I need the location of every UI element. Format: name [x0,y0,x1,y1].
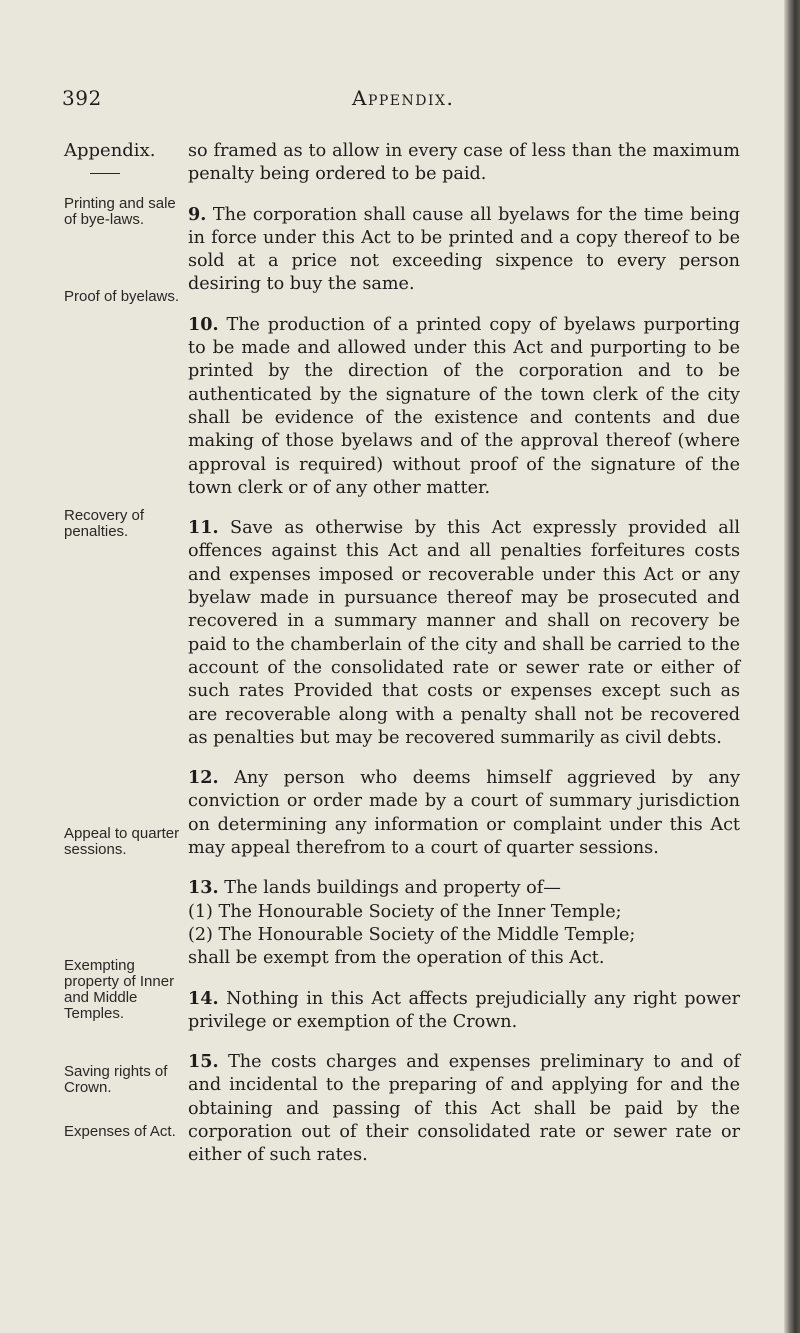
section-9 [188,203,740,297]
list-item: (1) The Honourable Society of the Inner Temple; [188,901,622,922]
section-number: 15. [188,1051,219,1073]
page-edge-shadow [784,0,800,1333]
section-text: Nothing in this Act affects prejudicially any right power privilege or exemption of the Crown. [188,988,741,1032]
section-number: 11. [188,517,219,539]
section-text: Any person who deems himself aggrieved by any conviction or order made by a court of summary jurisdiction on determining any information or complaint under this Act may appeal therefrom to a court of quarter sessions. [188,768,741,859]
running-title: Appendix. [352,86,455,110]
section-text: The corporation shall cause all byelaws for the time being in force under this Act to be printed and a copy thereof to be sold at a price not exceeding sixpence to every person desiring to buy the same. [188,204,740,295]
section-number: 14. [188,987,219,1009]
body-text [188,140,740,1168]
running-head [62,86,742,116]
margin-note-expenses: Expenses of Act. [64,1123,176,1140]
page-number: 392 [62,86,102,110]
margin-note-printing: Printing and sale of bye-laws. [64,195,176,228]
section-10 [188,313,740,500]
section-number: 12. [188,767,219,789]
margin-note-recovery: Recovery of penalties. [64,507,145,540]
section-number: 10. [188,313,219,335]
section-number: 9. [188,203,207,225]
section-15 [188,1050,740,1167]
section-text: The costs charges and expenses preliminary to and of and incidental to the preparing of and applying for and the obtaining and passing of this Act shall be paid by the corporation out of their consolidated rate or sewer rate or either of such rates. [188,1052,741,1166]
section-13-tail: shall be exempt from the operation of this Act. [188,948,605,969]
section-13 [188,876,740,970]
section-12 [188,766,740,860]
section-14 [188,987,740,1035]
section-13-lead [188,876,740,900]
section-11 [188,516,740,750]
appendix-rule [90,173,120,174]
section-text: The production of a printed copy of byelaws purporting to be made and allowed under this Act and purporting to be printed by the direction of the corporation and to be authenticated by the signature of the town clerk of the city shall be evidence of the existence and contents and due making of those byelaws and of the approval thereof (where approval is required) without proof of the signature of the town clerk or of any other matter. [188,314,741,498]
list-item: (2) The Honourable Society of the Middle Temple; [188,924,636,945]
continuation-paragraph: so framed as to allow in every case of less than the maximum penalty being ordered to be paid. [188,141,740,185]
margin-note-proof: Proof of byelaws. [64,288,180,305]
section-text: The lands buildings and property of— [224,878,561,899]
margin-note-saving: Saving rights of Crown. [64,1063,168,1096]
section-text: Save as otherwise by this Act expressly provided all offences against this Act and all penalties forfeitures costs and expenses imposed or recoverable under this Act or any byelaw made in pursuance thereof may be prosecuted and recovered in a summary manner and shall on recovery be paid to the chamberlain of the city and shall be carried to the account of the consolidated rate or sewer rate or either of such rates Provided that costs or expenses except such as are recoverable along with a penalty shall not be recovered as penalties but may be recovered summarily as civil debts. [188,518,740,748]
appendix-label: Appendix. [64,140,156,161]
section-number: 13. [188,877,219,899]
margin-note-appeal: Appeal to quarter sessions. [64,825,180,858]
margin-note-exempting: Exempting property of Inner and Middle Temples. [64,957,175,1022]
